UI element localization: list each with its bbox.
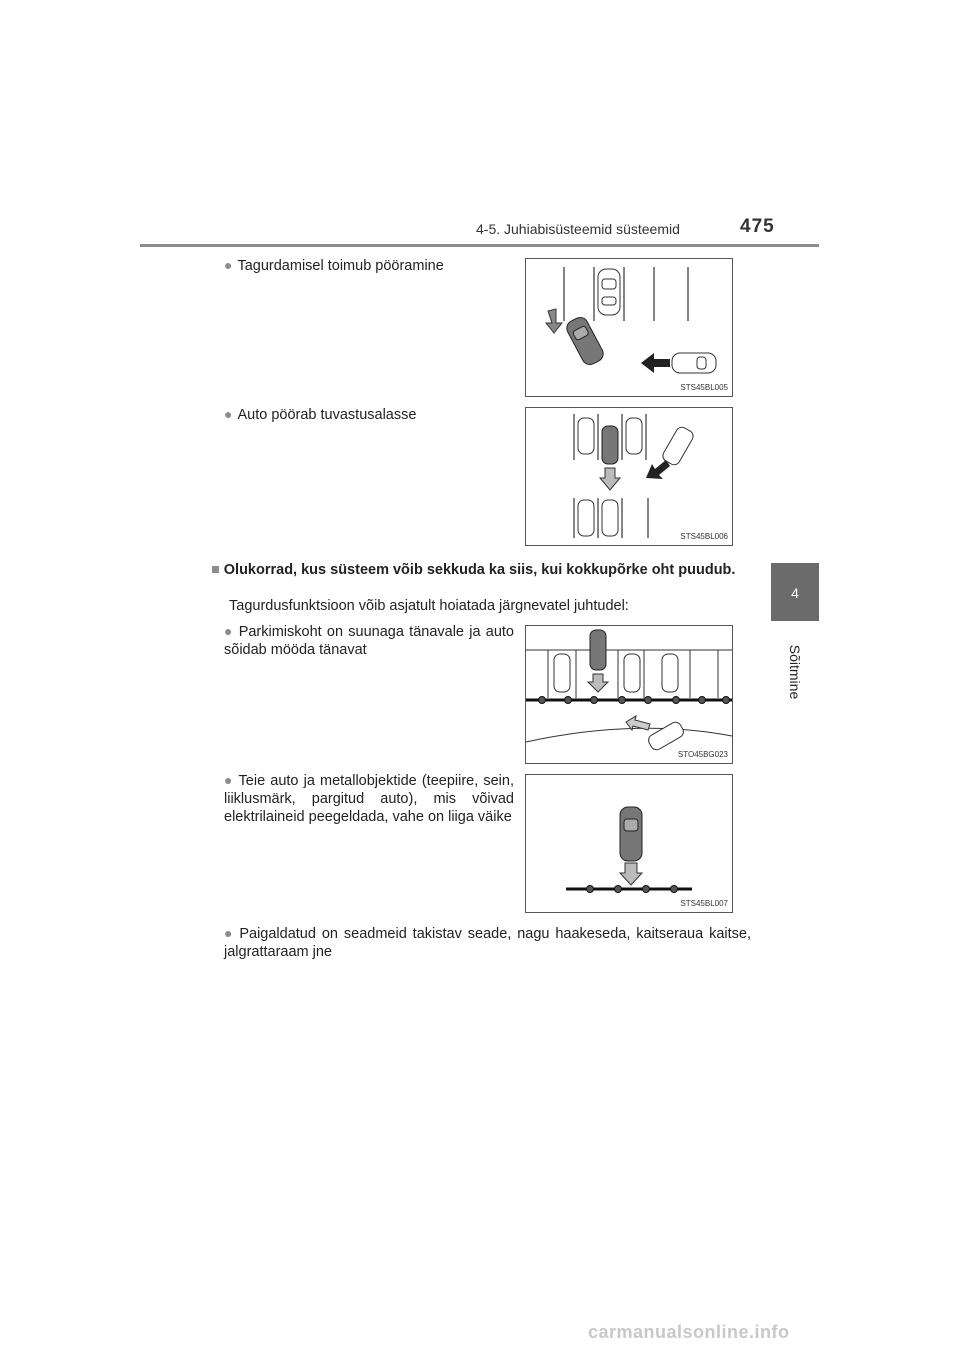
chapter-label [771,622,819,722]
bullet-icon: ● [224,406,233,422]
bullet-item [224,622,514,659]
chapter-tab [771,563,819,621]
bullet-text: Paigaldatud on seadmeid takistav seade, nagu haakeseda, kaitseraua kaitse, jalgrattaraam jne [224,926,751,960]
chapter-title: Sõitmine [787,644,803,700]
figure-code: STO45BG023 [677,750,728,759]
figure-reversing-turn [525,258,733,397]
figure-code: STS45BL007 [680,899,728,908]
bullet-icon: ● [224,257,233,273]
section-intro: Tagurdusfunktsioon võib asjatult hoiatada järgnevatel juhtudel: [229,598,629,614]
figure-close-metal-objects [525,774,733,913]
header-rule [140,244,819,247]
figure-street-parking [525,625,733,764]
bullet-item [224,256,444,275]
figure-code: STS45BL005 [680,383,728,392]
bullet-text: Tagurdamisel toimub pööramine [237,258,444,274]
bullet-icon: ● [224,623,234,639]
running-header: 4-5. Juhiabisüsteemid süsteemid [476,221,680,237]
bullet-item [224,771,514,826]
bullet-text: Teie auto ja metallobjektide (teepiire, sein, liiklusmärk, pargitud auto), mis võivad elektrilaineid peegeldada, vahe on liiga väike [224,773,514,825]
bullet-text: Auto pöörab tuvastusalasse [237,407,417,423]
bullet-item [224,405,416,424]
figure-code: STS45BL006 [680,532,728,541]
bullet-item [224,924,751,961]
bullet-icon: ● [224,925,235,941]
figure-car-turns-into-zone [525,407,733,546]
chapter-number: 4 [791,585,799,601]
bullet-icon: ● [224,772,234,788]
page-number: 475 [740,216,775,237]
footer-watermark: carmanualsonline.info [588,1322,790,1342]
bullet-text: Parkimiskoht on suunaga tänavale ja auto sõidab mööda tänavat [224,624,514,658]
section-heading [211,561,751,579]
section-heading-text: Olukorrad, kus süsteem võib sekkuda ka siis, kui kokkupõrke oht puudub. [223,562,736,578]
square-bullet-icon: ■ [211,562,220,578]
